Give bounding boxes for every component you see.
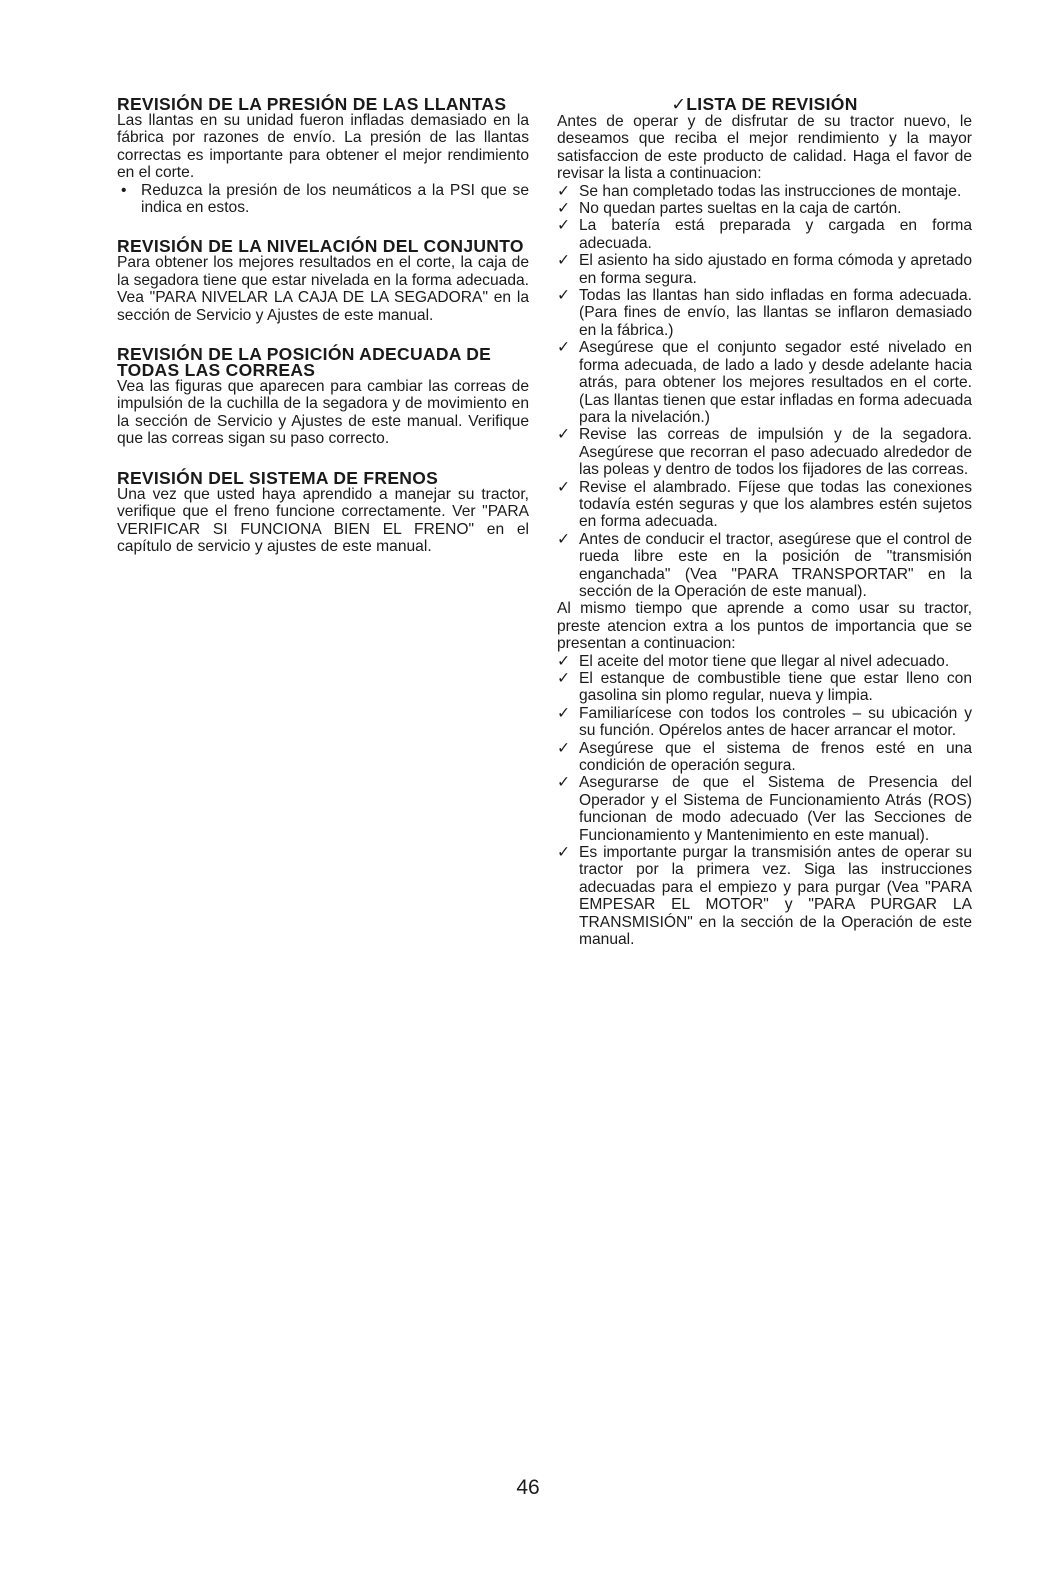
section-heading: REVISIÓN DE LA PRESIÓN DE LAS LLANTAS <box>117 94 507 114</box>
page-number: 46 <box>516 1476 540 1499</box>
checklist-item <box>557 531 972 601</box>
check-mark-icon: ✓ <box>557 182 571 200</box>
bullet-text: Reduzca la presión de los neumáticos a la PSI que se indica en estos. <box>141 181 529 217</box>
checklist-item <box>557 217 972 252</box>
checklist-item-text: Todas las llantas han sido infladas en forma adecuada. (Para fines de envío, las llantas se inflaron demasiado en la fábrica.) <box>579 287 972 339</box>
section-heading: REVISIÓN DE LA POSICIÓN ADECUADA DE TODAS LAS CORREAS <box>117 344 492 381</box>
section-body: Las llantas en su unidad fueron infladas demasiado en la fábrica por razones de envío. La presión de las llantas correctas es importante para obtener el mejor rendimiento en el corte. <box>117 112 529 182</box>
check-mark-icon: ✓ <box>557 252 571 270</box>
checklist-item <box>557 653 972 670</box>
checklist-item-text: El aceite del motor tiene que llegar al nivel adecuado. <box>579 652 950 670</box>
checklist-item-text: No quedan partes sueltas en la caja de cartón. <box>579 200 902 218</box>
section-body: Vea las figuras que aparecen para cambiar las correas de impulsión de la cuchilla de la segadora y de movimiento en la sección de Servicio y Ajustes de este manual. Verifique que las correas sigan su paso correcto. <box>117 378 529 448</box>
section-tire-pressure <box>117 96 529 216</box>
checklist-item <box>557 287 972 339</box>
check-mark-icon: ✓ <box>557 426 571 444</box>
check-mark-icon: ✓ <box>557 530 571 548</box>
section-body: Una vez que usted haya aprendido a manejar su tractor, verifique que el freno funcione correctamente. Ver "PARA VERIFICAR SI FUNCIONA BIEN EL FRENO" en el capítulo de servicio y ajustes de este manual. <box>117 485 529 555</box>
check-mark-icon: ✓ <box>557 478 571 496</box>
checklist-item <box>557 844 972 948</box>
checklist-intro: Antes de operar y de disfrutar de su tractor nuevo, le deseamos que reciba el mejor rendimiento y la mayor satisfaccion de este producto de calidad. Haga el favor de revisar la lista a continuacion: <box>557 113 972 183</box>
checklist-item-text: El asiento ha sido ajustado en forma cómoda y apretado en forma segura. <box>579 252 972 287</box>
checklist-item-text: Asegurarse de que el Sistema de Presencia del Operador y el Sistema de Funcionamiento Atrás (ROS) funcionan de modo adecuado (Ver las Secciones de Funcionamiento y Mantenimiento en este manual). <box>579 774 972 844</box>
check-mark-icon: ✓ <box>557 739 571 757</box>
left-column <box>117 96 529 577</box>
check-mark-icon: ✓ <box>557 339 571 357</box>
bullet-dot-icon: • <box>121 181 127 199</box>
right-column <box>557 96 972 949</box>
section-brakes <box>117 467 529 556</box>
checklist-item <box>557 200 972 217</box>
section-heading: REVISIÓN DE LA NIVELACIÓN DEL CONJUNTO <box>117 236 524 257</box>
checklist-item-text: El estanque de combustible tiene que estar lleno con gasolina sin plomo regular, nueva y limpia. <box>579 670 972 705</box>
checklist-item-text: La batería está preparada y cargada en forma adecuada. <box>579 217 972 252</box>
checklist-item-text: Antes de conducir el tractor, asegúrese que el control de rueda libre este en la posición de "transmisión enganchada" (Vea "PARA TRANSPORTAR" en la sección de la Operación de este manual). <box>579 530 972 600</box>
checklist-item <box>557 339 972 426</box>
bullet-item <box>117 182 529 217</box>
checklist-item-text: Asegúrese que el sistema de frenos esté en una condición de operación segura. <box>579 739 972 775</box>
check-mark-icon: ✓ <box>557 652 571 670</box>
checklist-item <box>557 426 972 478</box>
section-heading: REVISIÓN DEL SISTEMA DE FRENOS <box>117 467 439 488</box>
check-mark-icon: ✓ <box>557 844 571 862</box>
checklist-item <box>557 183 972 200</box>
checklist-item-text: Revise las correas de impulsión y de la segadora. Asegúrese que recorran el paso adecuado alrededor de las poleas y dentro de todos los fijadores de las correas. <box>579 426 972 479</box>
checklist-item-text: Asegúrese que el conjunto segador esté nivelado en forma adecuada, de lado a lado y desde adelante hacia atrás, para obtener los mejores resultados en el corte. (Las llantas tienen que estar infladas en forma adecuada para la nivelación.) <box>579 339 972 426</box>
checklist-item-text: Revise el alambrado. Fíjese que todas las conexiones todavía estén seguras y que los alambres estén sujetos en forma adecuada. <box>579 478 972 531</box>
section-deck-leveling <box>117 238 529 324</box>
checklist-middle-text: Al mismo tiempo que aprende a como usar su tractor, preste atencion extra a los puntos de importancia que se presentan a continuacion: <box>557 600 972 653</box>
checklist-item-text: Se han completado todas las instrucciones de montaje. <box>579 182 962 200</box>
checklist-item-text: Es importante purgar la transmisión antes de operar su tractor por la primera vez. Siga las instrucciones adecuadas para el empiezo y para purgar (Vea "PARA EMPESAR EL MOTOR" y "PARA PURGAR LA TRANSMISIÓN" en la sección de la Operación de este manual. <box>579 844 972 949</box>
checklist-item <box>557 705 972 740</box>
checklist-item <box>557 479 972 531</box>
checklist-item <box>557 252 972 287</box>
check-mark-icon: ✓ <box>557 200 571 218</box>
check-mark-icon: ✓ <box>557 287 571 305</box>
checklist-2 <box>557 653 972 949</box>
check-mark-icon: ✓ <box>557 670 571 687</box>
checklist-1 <box>557 183 972 601</box>
checklist-item <box>557 740 972 775</box>
checklist-item-text: Familiarícese con todos los controles – su ubicación y su función. Opérelos antes de hacer arrancar el motor. <box>579 704 972 740</box>
section-body: Para obtener los mejores resultados en el corte, la caja de la segadora tiene que estar nivelada en la forma adecuada. Vea "PARA NIVELAR LA CAJA DE LA SEGADORA" en la sección de Servicio y Ajustes de este manual. <box>117 254 529 324</box>
check-mark-icon: ✓ <box>557 704 571 722</box>
section-belts <box>117 346 529 448</box>
checklist-title: ✓LISTA DE REVISIÓN <box>671 94 858 114</box>
check-mark-icon: ✓ <box>557 217 571 235</box>
check-mark-icon: ✓ <box>557 774 571 792</box>
checklist-item <box>557 670 972 705</box>
checklist-item <box>557 774 972 844</box>
